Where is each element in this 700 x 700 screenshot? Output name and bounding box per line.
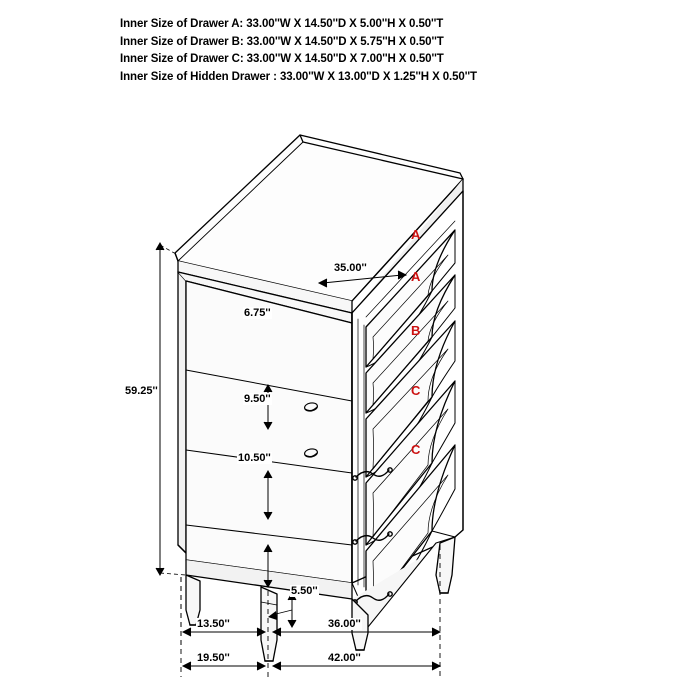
chest-illustration [0, 105, 700, 700]
spec-line-drawer-a: Inner Size of Drawer A: 33.00''W X 14.50''D X 5.00''H X 0.50''T [120, 18, 444, 30]
spec-list [120, 16, 680, 86]
dim-label-front-width: 36.00'' [328, 618, 361, 630]
spec-line-hidden-drawer: Inner Size of Hidden Drawer : 33.00''W X 13.00''D X 1.25''H X 0.50''T [120, 70, 477, 83]
dim-label-side-depth: 13.50'' [197, 618, 230, 630]
dim-label-drawer-a-height: 6.75'' [244, 307, 271, 319]
spec-line-drawer-b: Inner Size of Drawer B: 33.00''W X 14.50''D X 5.75''H X 0.50''T [120, 35, 444, 48]
spec-line-drawer-c: Inner Size of Drawer C: 33.00''W X 14.50''D X 7.00''H X 0.50''T [120, 53, 444, 65]
dim-label-overall-height: 59.25'' [125, 385, 158, 397]
dim-label-base-depth: 19.50'' [197, 652, 230, 664]
drawer-letter-a-top: A [411, 227, 421, 242]
dim-label-leg-height: 5.50'' [291, 585, 318, 597]
chest-technical-drawing [0, 105, 700, 700]
dim-label-drawer-b-height: 9.50'' [244, 393, 271, 405]
drawer-letter-c-lower: C [411, 442, 421, 457]
drawer-letter-c-upper: C [411, 383, 421, 398]
dim-label-top-width: 35.00'' [334, 262, 367, 274]
dim-label-base-width: 42.00'' [328, 652, 361, 664]
drawer-letter-b: B [411, 323, 421, 338]
dim-label-drawer-c-height: 10.50'' [238, 452, 271, 464]
drawer-letter-a-second: A [411, 269, 421, 284]
